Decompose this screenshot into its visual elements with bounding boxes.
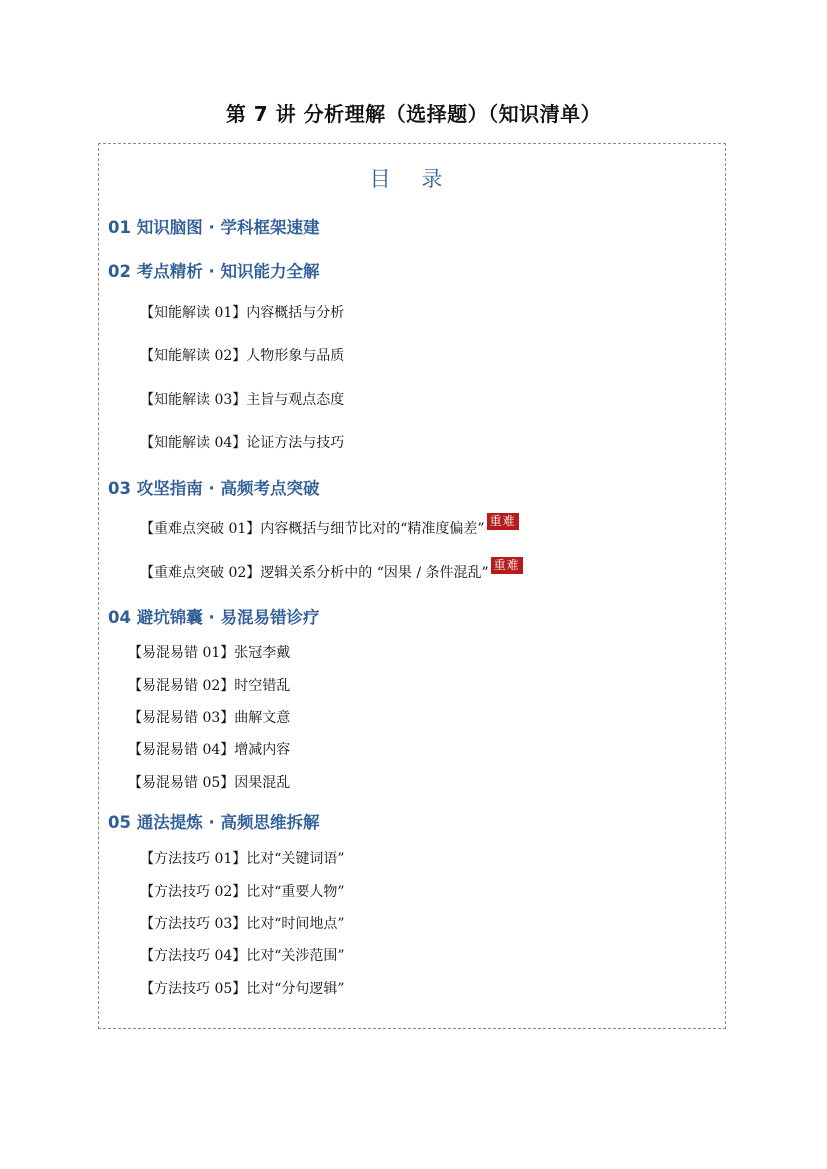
toc-item[interactable]: 【知能解读 01】内容概括与分析 <box>140 305 345 321</box>
difficulty-badge: 重难 <box>487 513 519 530</box>
toc-item[interactable] <box>140 514 519 538</box>
toc-section-4[interactable]: 04 避坑锦囊 · 易混易错诊疗 <box>108 608 320 627</box>
toc-section-5[interactable]: 05 通法提炼 · 高频思维拆解 <box>108 813 320 832</box>
toc-item[interactable]: 【方法技巧 02】比对“重要人物” <box>140 884 345 900</box>
toc-item[interactable]: 【知能解读 03】主旨与观点态度 <box>140 392 345 408</box>
toc-box <box>98 143 726 1029</box>
toc-item-label: 【重难点突破 02】逻辑关系分析中的 “因果 / 条件混乱” <box>140 565 489 581</box>
toc-item[interactable]: 【易混易错 04】增减内容 <box>128 742 291 758</box>
toc-item[interactable]: 【方法技巧 03】比对“时间地点” <box>140 916 345 932</box>
page-title: 第 7 讲 分析理解（选择题）（知识清单） <box>225 102 602 126</box>
toc-item[interactable]: 【知能解读 04】论证方法与技巧 <box>140 435 345 451</box>
toc-section-1[interactable]: 01 知识脑图 · 学科框架速建 <box>108 218 320 237</box>
toc-item-label: 【重难点突破 01】内容概括与细节比对的“精准度偏差” <box>140 521 485 537</box>
toc-item[interactable]: 【易混易错 02】时空错乱 <box>128 678 291 694</box>
toc-heading: 目 录 <box>369 167 455 191</box>
toc-section-2[interactable]: 02 考点精析 · 知识能力全解 <box>108 262 320 281</box>
toc-item[interactable]: 【方法技巧 05】比对“分句逻辑” <box>140 981 345 997</box>
difficulty-badge: 重难 <box>491 557 523 574</box>
toc-item[interactable]: 【知能解读 02】人物形象与品质 <box>140 348 345 364</box>
toc-item[interactable]: 【易混易错 01】张冠李戴 <box>128 645 291 661</box>
toc-item[interactable]: 【易混易错 05】因果混乱 <box>128 775 291 791</box>
toc-section-3[interactable]: 03 攻坚指南 · 高频考点突破 <box>108 479 320 498</box>
toc-item[interactable]: 【易混易错 03】曲解文意 <box>128 710 291 726</box>
toc-item[interactable] <box>140 558 523 582</box>
toc-item[interactable]: 【方法技巧 01】比对“关键词语” <box>140 851 345 867</box>
toc-item[interactable]: 【方法技巧 04】比对“关涉范围” <box>140 948 345 964</box>
